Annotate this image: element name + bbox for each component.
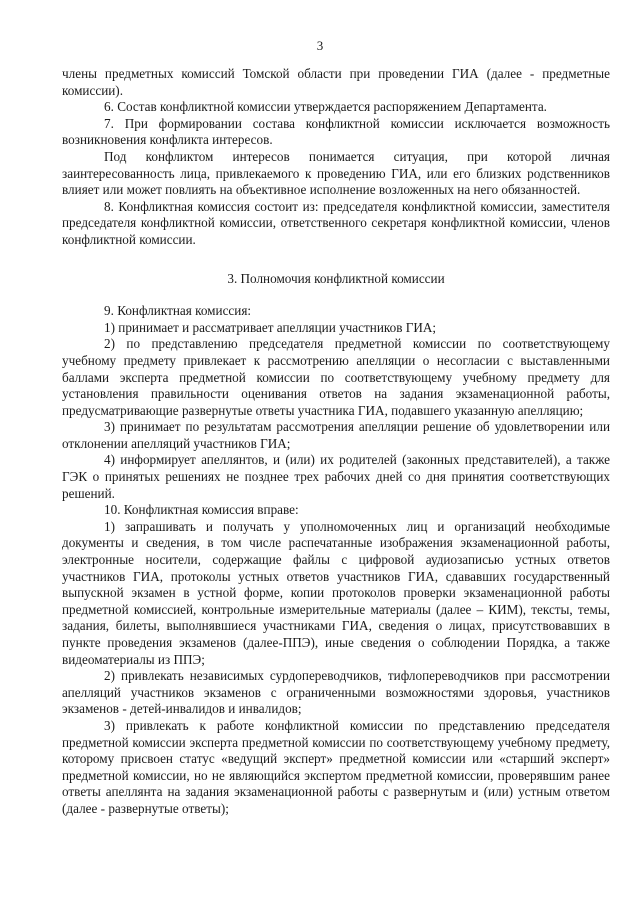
paragraph-item-6: 6. Состав конфликтной комиссии утверждается распоряжением Департамента. xyxy=(104,99,547,115)
paragraph-9-1: 1) принимает и рассматривает апелляции участников ГИА; xyxy=(104,319,437,335)
paragraph-item-8: 8. Конфликтная комиссия состоит из: председателя конфликтной комиссии, заместителя председателя конфликтной комиссии, ответственного секретаря конфликтной комиссии, членов конфликтной комиссии. xyxy=(62,198,610,247)
paragraph-10-1: 1) запрашивать и получать у уполномоченных лиц и организаций необходимые документы и сведения, в том числе распечатанные изображения экзаменационной работы, электронные носители, содержащие файлы с цифровой аудиозаписью устных ответов участников ГИА, протоколы устных ответов участников ГИА, сдававших государственный выпускной экзамен в устной форме, копии протоколов проверки экзаменационной работы предметной комиссией, контрольные измерительные материалы (далее – КИМ), тексты, темы, задания, билеты, выполнявшиеся участниками ГИА, сведения о лицах, присутствовавших в пункте проведения экзаменов (далее-ППЭ), иные сведения о соблюдении Порядка, а также видеоматериалы из ППЭ; xyxy=(62,518,610,667)
paragraph-conflict-definition: Под конфликтом интересов понимается ситуация, при которой личная заинтересованность лица, привлекаемого к проведению ГИА, или его близких родственников влияет или может повлиять на объективное исполнение возложенных на него обязанностей. xyxy=(62,148,610,198)
paragraph-item-10: 10. Конфликтная комиссия вправе: xyxy=(104,502,299,518)
section-heading: 3. Полномочия конфликтной комиссии xyxy=(227,270,445,286)
paragraph-continuation: члены предметных комиссий Томской области при проведении ГИА (далее - предметные комиссии). xyxy=(62,66,610,98)
paragraph-9-3: 3) принимает по результатам рассмотрения апелляции решение об удовлетворении или отклонении апелляций участников ГИА; xyxy=(62,419,610,451)
paragraph-item-7: 7. При формировании состава конфликтной комиссии исключается возможность возникновения конфликта интересов. xyxy=(62,115,610,148)
document-body xyxy=(62,66,610,818)
paragraph-9-4: 4) информирует апеллянтов, и (или) их родителей (законных представителей), а также ГЭК о принятых решениях не позднее трех рабочих дней со дня принятия соответствующих решений. xyxy=(62,452,610,501)
page-number: 3 xyxy=(316,38,324,53)
paragraph-10-3: 3) привлекать к работе конфликтной комиссии по представлению председателя предметной комиссии эксперта предметной комиссии по соответствующему учебному предмету, которому присвоен статус «ведущий эксперт» предметной комиссии или «старший эксперт» предметной комиссии, но не являющийся экспертом предметной комиссии, проверявшим ранее ответы апеллянта на задания экзаменационной работы с развернутым и (или) устным ответом (далее - развернутые ответы); xyxy=(62,717,610,816)
paragraph-item-9: 9. Конфликтная комиссия: xyxy=(104,303,252,319)
paragraph-9-2: 2) по представлению председателя предметной комиссии по соответствующему учебному предмету привлекает к рассмотрению апелляции о несогласии с выставленными баллами эксперта предметной комиссии по соответствующему учебному предмету для установления правильности оценивания ответов на задания экзаменационной работы, предусматривающие развернутые ответы участника ГИА, подавшего указанную апелляцию; xyxy=(62,336,610,418)
paragraph-10-2: 2) привлекать независимых сурдопереводчиков, тифлопереводчиков при рассмотрении апелляций участников экзаменов с ограниченными возможностями здоровья, участников экзаменов - детей-инвалидов и инвалидов; xyxy=(62,668,610,717)
